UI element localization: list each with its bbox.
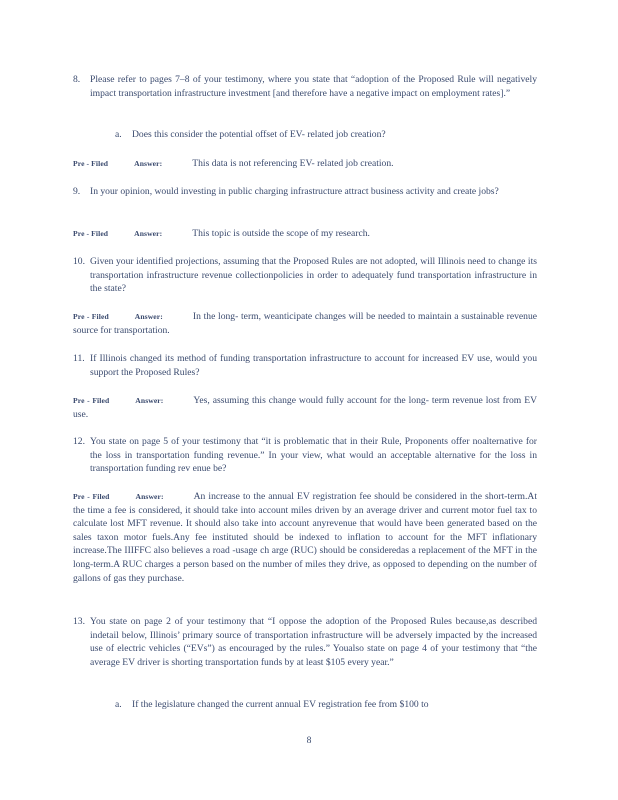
answer-text: An increase to the annual EV registration fee should be considered in the short-term.At the time a fee is considered, it should take into account miles driven by an average driver and current motor fuel tax to calculate lost MFT revenue. It should also take into account anyrevenue that would have been generated based on the sales taxon motor fuels.Any fee instituted should be indexed to inflation to account for the MFT inflationary increase.The IIIFFC also believes a road -usage ch arge (RUC) should be consideredas a replacement of the MFT in the long-term.A RUC charges a person based on the number of miles they drive, as opposed to depending on the number of gallons of gas they purchase. — [73, 491, 537, 584]
question-10 — [73, 255, 537, 296]
sub-question-text: If the legislature changed the current annual EV registration fee from $100 to — [132, 699, 429, 710]
question-text: In your opinion, would investing in public charging infrastructure attract business activity and create jobs? — [90, 186, 499, 197]
sub-question-text: Does this consider the potential offset of EV- related job creation? — [132, 129, 386, 140]
answer-label: Answer: — [134, 229, 163, 238]
question-text: Please refer to pages 7–8 of your testimony, where you state that “adoption of the Proposed Rule will negatively impact transportation infrastructure investment [and therefore have a negative impact on employment rates].” — [90, 74, 537, 99]
answer-11 — [73, 394, 537, 421]
prefiled-label: Pre - Filed — [73, 312, 109, 321]
question-text: You state on page 2 of your testimony that “I oppose the adoption of the Proposed Rules because,as described indetail below, Illinois’ primary source of transportation infrastructure will be adversely impacted by the increased use of electric vehicles (“EVs”) as encouraged by the rules.” Youalso state on page 4 of your testimony that “the average EV driver is shorting transportation funds by at least $105 every year.” — [90, 616, 537, 668]
answer-9 — [73, 227, 537, 241]
question-number: 10. — [73, 256, 85, 267]
answer-text: This data is not referencing EV- related job creation. — [192, 158, 394, 169]
answer-label: Answer: — [135, 396, 164, 405]
prefiled-label: Pre - Filed — [73, 229, 109, 238]
question-number: 8. — [73, 74, 81, 85]
answer-label: Answer: — [134, 159, 163, 168]
page-number: 8 — [306, 735, 312, 746]
question-text: You state on page 5 of your testimony that “it is problematic that in their Rule, Proponents offer noalternative for the loss in transportation funding revenue.” In your view, what would an acceptable alternative for the loss in transportation funding rev enue be? — [90, 436, 537, 475]
answer-8 — [73, 157, 537, 171]
prefiled-label: Pre - Filed — [73, 396, 110, 405]
question-11 — [73, 352, 537, 379]
question-number: 12. — [73, 436, 85, 447]
answer-12 — [73, 490, 537, 585]
sub-letter: a. — [115, 129, 122, 140]
prefiled-label: Pre - Filed — [73, 492, 110, 501]
question-8 — [73, 73, 537, 100]
question-number: 11. — [73, 353, 85, 364]
answer-10 — [73, 310, 537, 337]
question-number: 13. — [73, 616, 85, 627]
answer-text: In the long- term, weanticipate changes will be needed to maintain a sustainable revenue source for transportation. — [73, 311, 537, 336]
sub-letter: a. — [115, 699, 122, 710]
question-12 — [73, 435, 537, 476]
question-8a — [115, 128, 535, 142]
prefiled-label: Pre - Filed — [73, 159, 109, 168]
question-number: 9. — [73, 186, 81, 197]
question-9 — [73, 185, 537, 199]
answer-label: Answer: — [134, 312, 163, 321]
question-text: Given your identified projections, assuming that the Proposed Rules are not adopted, will Illinois need to change its transportation infrastructure revenue collectionpolicies in order to adequately fund transportation infrastructure in the state? — [90, 256, 537, 295]
question-13 — [73, 615, 537, 669]
answer-text: Yes, assuming this change would fully account for the long- term revenue lost from EV use. — [73, 395, 537, 420]
answer-text: This topic is outside the scope of my research. — [192, 228, 370, 239]
question-text: If Illinois changed its method of funding transportation infrastructure to account for increased EV use, would you support the Proposed Rules? — [90, 353, 537, 378]
question-13a — [115, 698, 535, 712]
answer-label: Answer: — [135, 492, 164, 501]
